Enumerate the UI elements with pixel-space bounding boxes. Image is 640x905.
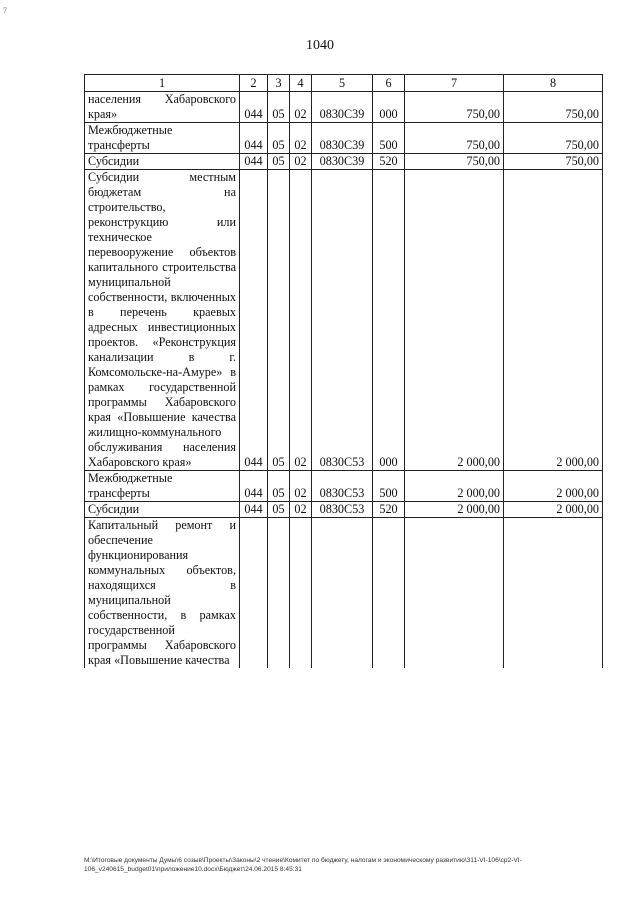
- row-amount-1: 750,00: [405, 154, 504, 170]
- row-section: 05: [268, 154, 290, 170]
- table-row: [85, 123, 603, 154]
- row-name: Межбюджетные трансферты: [85, 471, 240, 502]
- row-ministry: 044: [240, 123, 268, 154]
- row-subsection: 02: [290, 502, 312, 518]
- row-name: населения Хабаровского края»: [85, 92, 240, 123]
- row-ministry: 044: [240, 154, 268, 170]
- row-amount-2: 2 000,00: [504, 170, 603, 471]
- header-col-4: 4: [290, 75, 312, 92]
- row-amount-2: 750,00: [504, 92, 603, 123]
- row-target-article: 0830С53: [312, 170, 373, 471]
- row-subsection: 02: [290, 123, 312, 154]
- row-ministry: [240, 518, 268, 669]
- row-amount-2: 750,00: [504, 123, 603, 154]
- row-section: [268, 518, 290, 669]
- row-expense-type: 000: [373, 170, 405, 471]
- row-expense-type: 500: [373, 123, 405, 154]
- row-expense-type: 520: [373, 154, 405, 170]
- row-target-article: 0830С39: [312, 123, 373, 154]
- row-amount-2: 2 000,00: [504, 471, 603, 502]
- row-target-article: [312, 518, 373, 669]
- row-amount-2: [504, 518, 603, 669]
- row-expense-type: 000: [373, 92, 405, 123]
- header-row: [85, 75, 603, 92]
- table-row: [85, 92, 603, 123]
- row-ministry: 044: [240, 471, 268, 502]
- row-subsection: 02: [290, 471, 312, 502]
- header-col-7: 7: [405, 75, 504, 92]
- row-ministry: 044: [240, 92, 268, 123]
- row-subsection: 02: [290, 92, 312, 123]
- row-amount-2: 2 000,00: [504, 502, 603, 518]
- row-section: 05: [268, 92, 290, 123]
- row-ministry: 044: [240, 170, 268, 471]
- margin-mark: 7: [3, 6, 7, 15]
- row-section: 05: [268, 471, 290, 502]
- row-amount-1: 750,00: [405, 123, 504, 154]
- row-amount-1: [405, 518, 504, 669]
- row-amount-1: 2 000,00: [405, 471, 504, 502]
- row-expense-type: 520: [373, 502, 405, 518]
- row-target-article: 0830С53: [312, 471, 373, 502]
- page-number: 1040: [306, 38, 334, 53]
- row-name: Субсидии местным бюджетам на строительство, реконструкцию или техническое перевооружение объектов капитального строительства муниципальной собственности, включенных в перечень краевых адресных инвестиционных проектов. «Реконструкция канализации в г. Комсомольске-на-Амуре» в рамках государственной программы Хабаровского края «Повышение качества жилищно-коммунального обслуживания населения Хабаровского края»: [85, 170, 240, 471]
- row-subsection: [290, 518, 312, 669]
- row-expense-type: [373, 518, 405, 669]
- table-row: [85, 170, 603, 471]
- header-col-3: 3: [268, 75, 290, 92]
- row-target-article: 0830С39: [312, 92, 373, 123]
- row-subsection: 02: [290, 154, 312, 170]
- row-name: Капитальный ремонт и обеспечение функционирования коммунальных объектов, находящихся в муниципальной собственности, в рамках государственной программы Хабаровского края «Повышение качества: [85, 518, 240, 669]
- row-ministry: 044: [240, 502, 268, 518]
- row-name: Субсидии: [85, 154, 240, 170]
- table-row: [85, 471, 603, 502]
- header-col-2: 2: [240, 75, 268, 92]
- row-expense-type: 500: [373, 471, 405, 502]
- table-row: [85, 502, 603, 518]
- table-row: [85, 154, 603, 170]
- row-amount-2: 750,00: [504, 154, 603, 170]
- row-subsection: 02: [290, 170, 312, 471]
- row-name: Межбюджетные трансферты: [85, 123, 240, 154]
- document-path-footer: M:\Итоговые документы Думы\6 созыв\Проекты\Законы\2 чтение\Комитет по бюджету, налогам и экономическому развитию\311-VI-106\ср2-VI-106_v240615_budget01\приложение10.docx\Бюджет\24.06.2015 8:45:31: [84, 857, 522, 873]
- row-target-article: 0830С39: [312, 154, 373, 170]
- header-col-6: 6: [373, 75, 405, 92]
- row-amount-1: 750,00: [405, 92, 504, 123]
- table-row: [85, 518, 603, 669]
- header-col-8: 8: [504, 75, 603, 92]
- row-section: 05: [268, 123, 290, 154]
- header-col-1: 1: [85, 75, 240, 92]
- budget-table: [84, 74, 603, 668]
- row-name: Субсидии: [85, 502, 240, 518]
- row-target-article: 0830С53: [312, 502, 373, 518]
- header-col-5: 5: [312, 75, 373, 92]
- row-amount-1: 2 000,00: [405, 502, 504, 518]
- row-section: 05: [268, 170, 290, 471]
- row-section: 05: [268, 502, 290, 518]
- row-amount-1: 2 000,00: [405, 170, 504, 471]
